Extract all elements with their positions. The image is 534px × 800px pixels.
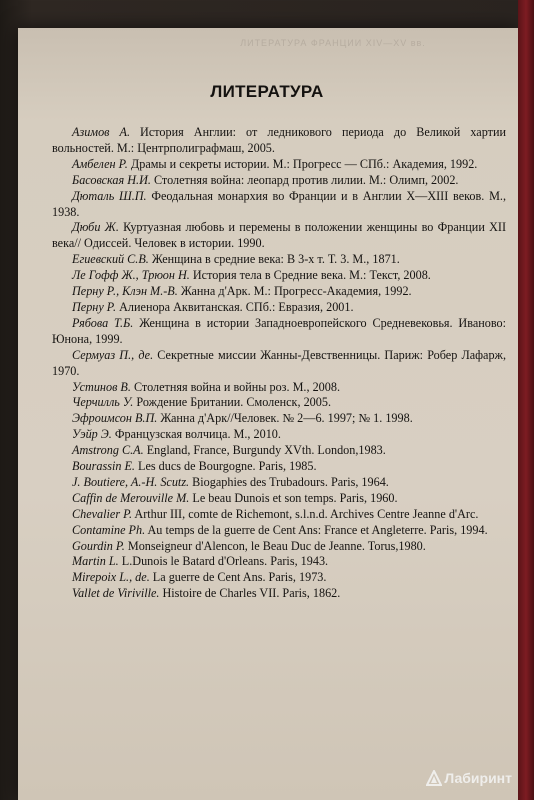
page-title: ЛИТЕРАТУРА — [210, 82, 324, 101]
entry-text: Столетняя война и войны роз. М., 2008. — [130, 379, 340, 394]
entry-text: Жанна д'Арк//Человек. № 2—6. 1997; № 1. 1998. — [157, 411, 413, 426]
entry-author: Рябова Т.Б. — [72, 315, 134, 330]
bibliography-entry — [52, 220, 506, 252]
bibliography-entry — [52, 348, 506, 380]
bibliography-entry — [52, 252, 506, 268]
bibliography-entry — [52, 491, 506, 507]
bibliography-entry — [52, 443, 506, 459]
entry-text: La guerre de Cent Ans. Paris, 1973. — [149, 570, 327, 585]
bibliography-entry — [52, 427, 506, 443]
labyrinth-logo-icon — [426, 770, 442, 786]
entry-text: Le beau Dunois et son temps. Paris, 1960. — [189, 490, 398, 505]
entry-author: Bourassin E. — [72, 459, 135, 474]
entry-author: Chevalier P. — [72, 506, 133, 521]
entry-author: Уэйр Э. — [72, 427, 112, 442]
entry-text: Biogaphies des Trubadours. Paris, 1964. — [189, 474, 389, 489]
entry-text: Histoire de Charles VII. Paris, 1862. — [159, 586, 341, 601]
entry-author: Gourdin P. — [72, 538, 125, 553]
bibliography-entry — [52, 507, 506, 523]
bibliography-list — [52, 125, 506, 602]
entry-author: Mirepoix L., de. — [72, 570, 150, 585]
bibliography-entry — [52, 284, 506, 300]
book-cover-edge — [518, 0, 534, 800]
entry-text: Жанна д'Арк. М.: Прогресс-Академия, 1992. — [177, 284, 412, 299]
entry-author: Ле Гофф Ж., Трюон Н. — [72, 268, 190, 283]
bibliography-entry — [52, 411, 506, 427]
entry-author: Перну Р. — [72, 299, 117, 314]
bleed-through-text: ЛИТЕРАТУРА ФРАНЦИИ XIV—XV вв. — [240, 38, 426, 48]
watermark — [426, 770, 512, 786]
bibliography-entry — [52, 475, 506, 491]
bibliography-entry — [52, 300, 506, 316]
entry-text: Драмы и секреты истории. М.: Прогресс — СПб.: Академия, 1992. — [127, 156, 478, 171]
entry-text: История Англии: от ледникового периода до Великой хартии вольностей. М.: Центрполиграфмаш, 2005. — [52, 125, 506, 155]
entry-author: Амбелен Р. — [72, 156, 128, 171]
entry-author: Устинов В. — [72, 379, 131, 394]
bibliography-entry — [52, 173, 506, 189]
entry-author: J. Boutiere, A.-H. Scutz. — [72, 474, 190, 489]
entry-author: Егиевский С.В. — [72, 252, 149, 267]
entry-author: Эфроимсон В.П. — [72, 411, 158, 426]
entry-text: Алиенора Аквитанская. СПб.: Евразия, 2001. — [116, 299, 354, 314]
entry-text: Столетняя война: леопард против лилии. М.: Олимп, 2002. — [150, 172, 459, 187]
bibliography-entry — [52, 554, 506, 570]
entry-author: Vallet de Viriville. — [72, 586, 160, 601]
entry-text: Arthur III, comte de Richemont, s.l.n.d. Archives Centre Jeanne d'Arc. — [132, 506, 479, 521]
entry-text: Куртуазная любовь и перемены в положении женщины во Франции XII века// Одиссей. Человек в истории. 1990. — [52, 220, 507, 251]
entry-author: Азимов А. — [72, 125, 130, 139]
entry-author: Caffin de Merouville M. — [72, 490, 190, 505]
bibliography-entry — [52, 268, 506, 284]
entry-text: Феодальная монархия во Франции и в Англии X—XIII веков. М., 1938. — [52, 188, 507, 219]
bibliography-entry — [52, 459, 506, 475]
watermark-text: Лабиринт — [444, 770, 512, 786]
entry-author: Дюби Ж. — [72, 220, 119, 235]
entry-author: Martin L. — [72, 554, 119, 569]
bibliography-entry — [52, 523, 506, 539]
entry-author: Сермуаз П., де. — [72, 347, 154, 362]
bibliography-entry — [52, 157, 506, 173]
entry-text: Французская волчица. М., 2010. — [111, 427, 281, 442]
entry-text: Les ducs de Bourgogne. Paris, 1985. — [134, 459, 317, 474]
entry-text: Секретные миссии Жанны-Девственницы. Париж: Робер Лафарж, 1970. — [52, 347, 507, 378]
bibliography-entry — [52, 539, 506, 555]
entry-text: Женщина в истории Западноевропейского Средневековья. Иваново: Юнона, 1999. — [52, 315, 506, 346]
entry-author: Перну Р., Клэн М.-В. — [72, 284, 178, 299]
bibliography-entry — [52, 125, 506, 157]
bibliography-entry — [52, 570, 506, 586]
entry-text: England, France, Burgundy XVth. London,1983. — [143, 443, 386, 458]
entry-text: Au temps de la guerre de Cent Ans: France et Angleterre. Paris, 1994. — [145, 522, 488, 537]
entry-author: Contamine Ph. — [72, 522, 146, 537]
entry-author: Черчилль У. — [72, 395, 134, 410]
entry-author: Дюталь Ш.П. — [72, 188, 147, 203]
bibliography-entry — [52, 395, 506, 411]
entry-text: История тела в Средние века. М.: Текст, 2008. — [189, 268, 431, 283]
entry-text: Monseigneur d'Alencon, le Beau Duc de Jeanne. Torus,1980. — [124, 538, 426, 553]
entry-author: Басовская Н.И. — [72, 172, 151, 187]
bibliography-entry — [52, 586, 506, 602]
bibliography-entry — [52, 380, 506, 396]
bibliography-entry — [52, 189, 506, 221]
bibliography-entry — [52, 316, 506, 348]
entry-text: Рождение Британии. Смоленск, 2005. — [133, 395, 331, 410]
entry-text: L.Dunois le Batard d'Orleans. Paris, 1943. — [118, 554, 329, 569]
entry-text: Женщина в средние века: В 3-х т. Т. 3. М., 1871. — [148, 252, 400, 267]
entry-author: Amstrong C.A. — [72, 443, 144, 458]
